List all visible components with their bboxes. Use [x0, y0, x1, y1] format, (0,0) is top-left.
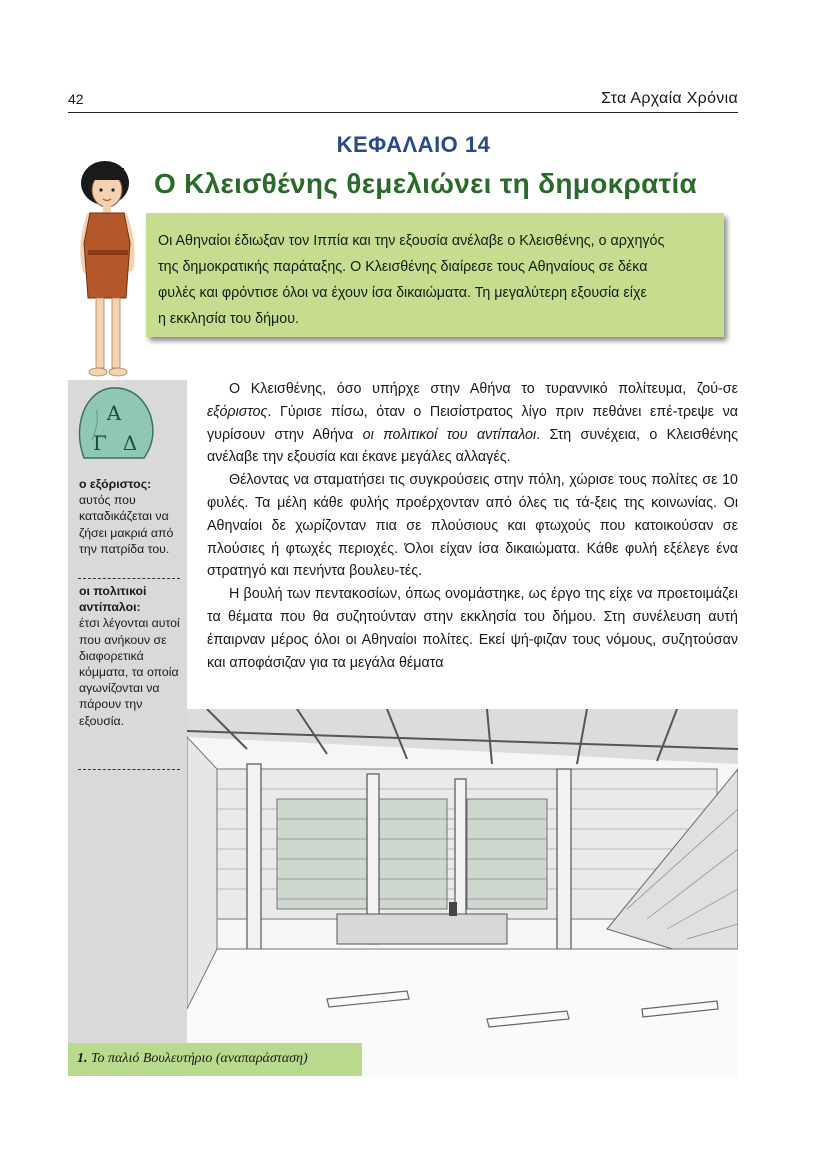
chapter-title: Ο Κλεισθένης θεμελιώνει τη δημοκρατία: [154, 168, 698, 199]
intro-summary-box: [146, 213, 724, 337]
glossary-definition: αυτός που καταδικάζεται να ζήσει μακριά από την πατρίδα του.: [79, 493, 174, 556]
text-run: Ο Κλεισθένης, όσο υπήρχε στην Αθήνα το τυραννικό πολίτευμα, ζού-σε: [229, 381, 738, 397]
text-run: . Γύρισε πίσω, όταν ο Πεισίστρατος λίγο πριν πεθάνει επέ-τρεψε να γυρίσουν στην Αθήνα: [207, 403, 738, 443]
glossary-entry: [79, 476, 183, 557]
figure-caption: [68, 1043, 362, 1076]
chapter-label: ΚΕΦΑΛΑΙΟ 14: [336, 132, 491, 157]
caption-number: 1.: [77, 1051, 88, 1066]
glossary-reference: εξόριστος: [207, 403, 268, 420]
alphabet-stone-icon: [70, 380, 158, 464]
bouleuterion-illustration: [187, 709, 738, 1077]
header-rule: [68, 112, 738, 113]
stone-letter: Δ: [122, 431, 138, 455]
glossary-reference: οι πολιτικοί του αντίπαλοι: [362, 426, 537, 443]
glossary-term: ο εξόριστος:: [79, 477, 152, 491]
glossary-entry: [79, 583, 183, 729]
intro-line: της δημοκρατικής παράταξης. Ο Κλεισθένης διαίρεσε τους Αθηναίους σε δέκα: [158, 259, 648, 275]
intro-line: Οι Αθηναίοι έδιωξαν τον Ιππία και την εξουσία ανέλαβε ο Κλεισθένης, ο αρχηγός: [158, 233, 665, 249]
running-title: Στα Αρχαία Χρόνια: [601, 90, 738, 107]
girl-illustration: [60, 158, 160, 383]
body-paragraph: [207, 378, 738, 469]
intro-line: η εκκλησία του δήμου.: [158, 311, 300, 327]
glossary-sidebar: [68, 380, 187, 1050]
glossary-term: οι πολιτικοί αντίπαλοι:: [79, 584, 147, 615]
body-paragraph: Η βουλή των πεντακοσίων, όπως ονομάστηκε, ως έργο της είχε να προετοιμάζει τα θέματα που θα συζητούνταν στην εκκλησία του δήμου. Στη συνέλευση αυτή έπαιρναν μέρος όλοι οι Αθηναίοι πολίτες. Εκεί ψή-φιζαν τους νόμους, συζητούσαν και αποφάσιζαν για τα μεγάλα θέματα: [207, 586, 738, 671]
glossary-definition: έτσι λέγονται αυτοί που ανήκουν σε διαφορετικά κόμματα, τα οποία αγωνίζονται να πάρουν την εξουσία.: [79, 616, 180, 728]
caption-text: Το παλιό Βουλευτήριο (αναπαράσταση): [91, 1051, 308, 1066]
stone-letter: Γ: [93, 431, 107, 455]
text-run: . Στη συνέχεια, ο Κλεισθένης ανέλαβε την εξουσία και έκανε μεγάλες αλλαγές.: [207, 426, 738, 466]
intro-line: φυλές και φρόντισε όλοι να έχουν ίσα δικαιώματα. Τη μεγαλύτερη εξουσία είχε: [158, 285, 647, 301]
stone-letter: Α: [106, 401, 122, 425]
body-paragraph: Θέλοντας να σταματήσει τις συγκρούσεις στην πόλη, χώρισε τους πολίτες σε 10 φυλές. Τα μέλη κάθε φυλής προέρχονταν από όλες τις τά-ξεις της κοινωνίας. Οι Αθηναίοι δε χωρίζονταν πια σε πλούσιους και φτωχούς που κατοικούσαν σε πλούσιες ή φτωχές περιοχές. Όλοι είχαν ίσα δικαιώματα. Κάθε φυλή εξέλεγε ένα στρατηγό και πενήντα βουλευ-τές.: [207, 472, 738, 580]
body-text: [207, 378, 738, 674]
glossary-divider: [78, 769, 180, 770]
glossary-divider: [78, 578, 180, 579]
page-number: 42: [68, 91, 84, 107]
